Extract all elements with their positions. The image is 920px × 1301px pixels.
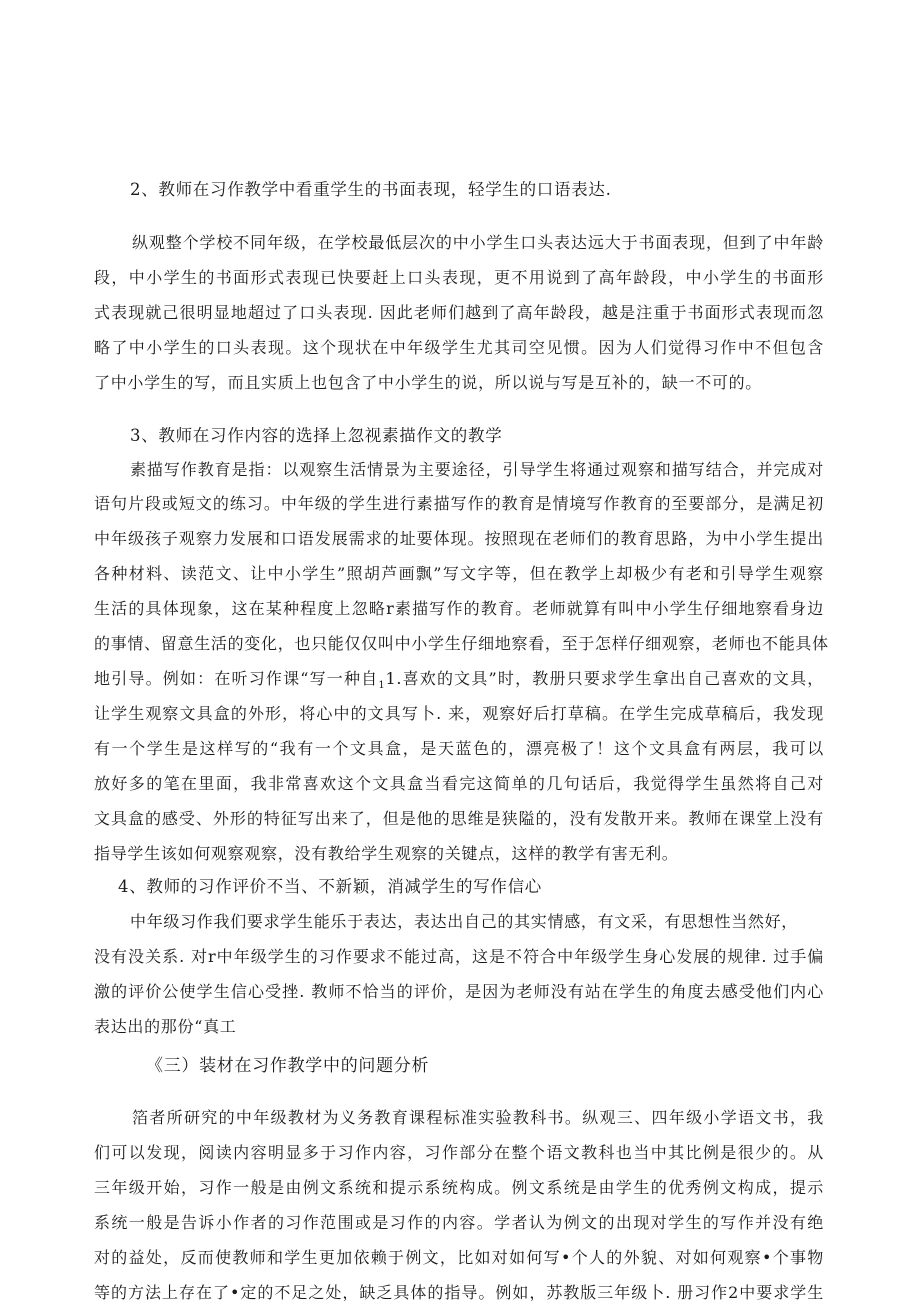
- paragraph-line: 让学生观察文具盒的外形，将心中的文具写卜. 来，观察好后打草稿。在学生完成草稿后，我发现: [94, 704, 824, 723]
- paragraph-line: 系统一般是告诉小作者的习作范围或是习作的内容。学者认为例文的出现对学生的写作并没有绝: [94, 1213, 824, 1232]
- paragraph-line: 略了中小学生的口头表现。这个现状在中年级学生尤其司空见惯。因为人们觉得习作中不但包含: [94, 338, 824, 357]
- paragraph-line: [94, 669, 824, 696]
- paragraph-line: 表达出的那份“真工: [94, 1017, 237, 1036]
- paragraph-line: 中年级孩子观察力发展和口语发展需求的址要体现。按照现在老师们的教育思路，为中小学生提出: [94, 529, 824, 548]
- section-heading-2: 2、教师在习作教学中看重学生的书面表现，轻学生的口语表达.: [130, 180, 612, 199]
- paragraph-line: 们可以发现，阅读内容明显多于习作内容，习作部分在整个语文教科也当中其比例是很少的。从: [94, 1143, 824, 1162]
- paragraph-line: 的事情、留意生活的变化，也只能仅仅叫中小学生仔细地察看，至于怎样仔细观察，老师也不能具体: [94, 634, 829, 653]
- paragraph-line: 纵观整个学校不同年级，在学校最低层次的中小学生口头表达远大于书面表现，但到了中年龄: [132, 233, 824, 252]
- subscript-text: 1: [378, 680, 386, 692]
- paragraph-line: 文具盒的感受、外形的特征写出来了，但是他的思维是狭隘的，没有发散开来。教师在课堂上没有: [94, 809, 824, 828]
- paragraph-line: 三年级开始，习作一般是由例文系统和提示系统构成。例文系统是由学生的优秀例文构成，提示: [94, 1178, 824, 1197]
- paragraph-line: 中年级习作我们要求学生能乐于表达，表达出自己的其实情感，有文采，有思想性当然好，: [130, 912, 799, 931]
- paragraph-line: 各种材料、读范文、让中小学生”照胡芦画飘”写文字等，但在教学上却极少有老和引导学生观察: [94, 564, 824, 583]
- paragraph-line: 素描写作教育是指：以观察生活情景为主要途径，引导学生将通过观察和描写结合，并完成对: [130, 460, 824, 479]
- section-heading-4: 4、教师的习作评价不当、不新颖，消减学生的写作信心: [118, 877, 542, 896]
- line-text-after: 1.喜欢的文具”时，教册只要求学生拿出自己喜欢的文具，: [385, 669, 824, 688]
- line-text-before: 地引导。例如：在听习作课“写一种自: [94, 669, 379, 688]
- paragraph-line: 指导学生该如何观察观察，没有教给学生观察的关键点，这样的教学有害无利。: [94, 844, 679, 863]
- paragraph-line: 激的评价公使学生信心受挫. 教师不恰当的评价，是因为老师没有站在学生的角度去感受他们内心: [94, 982, 824, 1001]
- paragraph-line: 式表现就己很明显地超过了口头表现. 因此老师们越到了高年龄段，越是注重于书面形式表现而忽: [94, 303, 824, 322]
- paragraph-line: 语句片段或短文的练习。中年级的学生进行素描写作的教育是情境写作教育的至要部分，是满足初: [94, 494, 824, 513]
- section-heading-3: 3、教师在习作内容的选择上忽视素描作文的教学: [130, 426, 503, 445]
- section-heading-3-materials: 《三）装材在习作教学中的问题分析: [146, 1056, 430, 1076]
- paragraph-line: 没有没关系. 对r中年级学生的习作要求不能过高，这是不符合中年级学生身心发展的规律. 过手偏: [94, 947, 824, 966]
- paragraph-line: 等的方法上存在了•定的不足之处，缺乏具体的指导。例如，苏教版三年级卜. 册习作2中要求学生: [94, 1283, 824, 1301]
- paragraph-line: 放好多的笔在里面，我非常喜欢这个文具盒当看完这简单的几句话后，我觉得学生虽然将自己对: [94, 774, 824, 793]
- paragraph-line: 了中小学生的写，而且实质上也包含了中小学生的说，所以说与写是互补的，缺一不可的。: [94, 373, 763, 392]
- paragraph-line: 有一个学生是这样写的“我有一个文具盒，是天蓝色的，漂亮极了！这个文具盒有两层，我可以: [94, 739, 824, 758]
- paragraph-line: 对的益处，反而使教师和学生更加依赖于例文，比如对如何写•个人的外貌、对如何观察•个事物: [94, 1248, 824, 1267]
- paragraph-line: 段，中小学生的书面形式表现已快要赶上口头表现，更不用说到了高年龄段，中小学生的书面形: [94, 268, 824, 287]
- paragraph-line: 箔者所研究的中年级教材为义务教育课程标准实验教科书。纵观三、四年级小学语文书，我: [132, 1108, 824, 1127]
- paragraph-line: 生活的具体现象，这在某种程度上忽略r素描写作的教育。老师就算有叫中小学生仔细地察看身边: [94, 599, 824, 618]
